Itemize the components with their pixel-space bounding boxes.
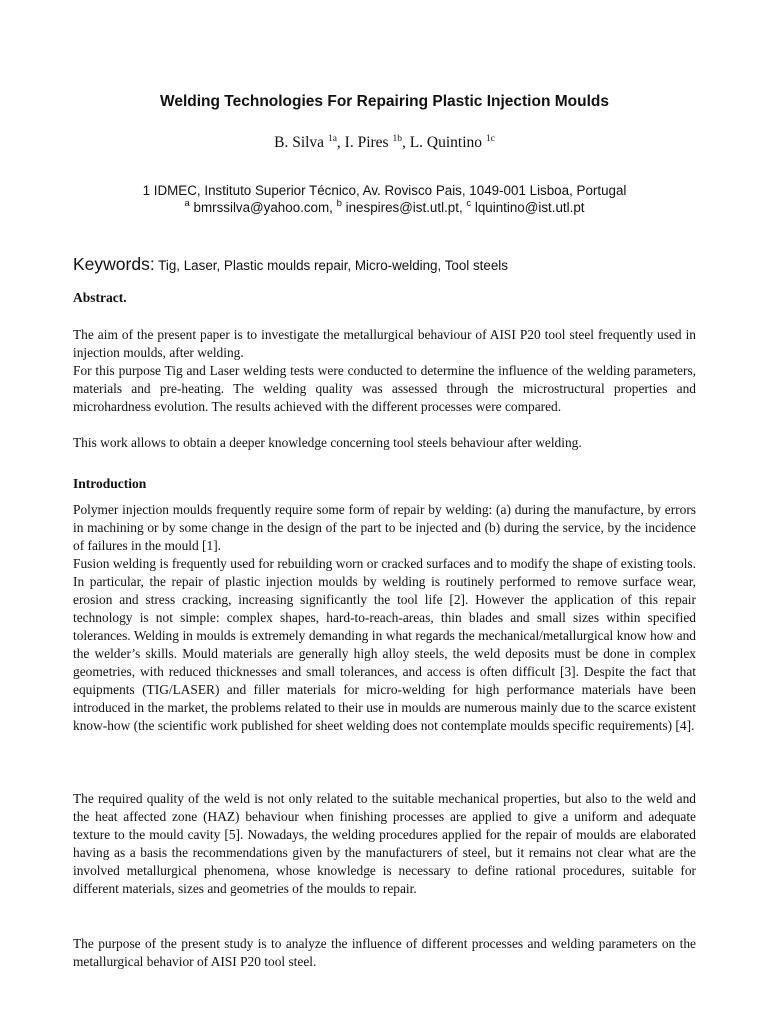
author-affiliation-mark: 1b — [392, 134, 402, 144]
abstract-paragraph: For this purpose Tig and Laser welding tests were conducted to determine the influence of the welding parameters, materials and pre-heating. The welding quality was assessed through the microstructural properties and microhardness evolution. The results achieved with the different processes were compared. — [73, 363, 696, 414]
author-name: L. Quintino — [409, 134, 486, 151]
introduction-paragraph: The required quality of the weld is not only related to the suitable mechanical properties, but also to the weld and the heat affected zone (HAZ) behaviour when finishing processes are applied to give a uniform and adequate texture to the mould cavity [5]. Nowadays, the welding procedures applied for the repair of moulds are elaborated having as a basis the recommendations given by the manufacturers of steel, but it remains not clear what are the involved metallurgical phenomena, whose knowledge is necessary to define rational procedures, suitable for different materials, sizes and geometries of the moulds to repair. — [73, 791, 696, 896]
email-mark: c — [466, 198, 472, 209]
abstract-heading: Abstract. — [73, 290, 127, 305]
email-address: bmrssilva@yahoo.com, — [189, 200, 337, 215]
author-name: B. Silva — [274, 134, 328, 151]
introduction-paragraph: Fusion welding is frequently used for rebuilding worn or cracked surfaces and to modify the shape of existing tools. In particular, the repair of plastic injection moulds by welding is routinely performed to remove surface wear, erosion and stress cracking, increasing significantly the tool life [2]. However the application of this repair technology is not simple: complex shapes, hard-to-reach-areas, thin blades and small sizes within specified tolerances. Welding in moulds is extremely demanding in what regards the mechanical/metallurgical know how and the welder’s skills. Mould materials are generally high alloy steels, the weld deposits must be done in complex geometries, with reduced thicknesses and small tolerances, and access is often difficult [3]. Despite the fact that equipments (TIG/LASER) and filler materials for micro-welding for high performance materials have been introduced in the market, the problems related to their use in moulds are numerous mainly due to the scarce existent know-how (the scientific work published for sheet welding does not contemplate moulds specific requirements) [4]. — [73, 556, 696, 733]
author-affiliation-mark: 1c — [485, 134, 495, 144]
affiliation: 1 IDMEC, Instituto Superior Técnico, Av. Rovisco Pais, 1049-001 Lisboa, Portugal — [142, 183, 627, 198]
email-address: lquintino@ist.utl.pt — [471, 200, 585, 215]
abstract-paragraph: The aim of the present paper is to investigate the metallurgical behaviour of AISI P20 tool steel frequently used in injection moulds, after welding. — [73, 327, 696, 360]
author-affiliation-mark: 1a — [327, 134, 337, 144]
author-emails — [73, 199, 696, 216]
abstract-paragraph: This work allows to obtain a deeper knowledge concerning tool steels behaviour after welding. — [73, 435, 582, 450]
author-separator: , — [401, 134, 410, 151]
paper-page — [73, 0, 696, 1024]
author-separator: , — [336, 134, 345, 151]
keywords-line — [73, 252, 696, 278]
introduction-paragraph: The purpose of the present study is to analyze the influence of different processes and welding parameters on the metallurgical behavior of AISI P20 tool steel. — [73, 936, 696, 969]
keywords-text: Tig, Laser, Plastic moulds repair, Micro-welding, Tool steels — [154, 258, 508, 273]
email-mark: b — [336, 198, 342, 209]
author-list — [73, 133, 696, 153]
introduction-paragraph: Polymer injection moulds frequently require some form of repair by welding: (a) during the manufacture, by errors in machining or by some change in the design of the part to be injected and (b) during the service, by the incidence of failures in the mould [1]. — [73, 502, 696, 553]
email-mark: a — [184, 198, 190, 209]
paper-title: Welding Technologies For Repairing Plastic Injection Moulds — [160, 93, 609, 110]
introduction-heading: Introduction — [73, 476, 147, 491]
keywords-label: Keywords: — [73, 254, 155, 274]
author-name: I. Pires — [344, 134, 393, 151]
email-address: inespires@ist.utl.pt, — [341, 200, 467, 215]
